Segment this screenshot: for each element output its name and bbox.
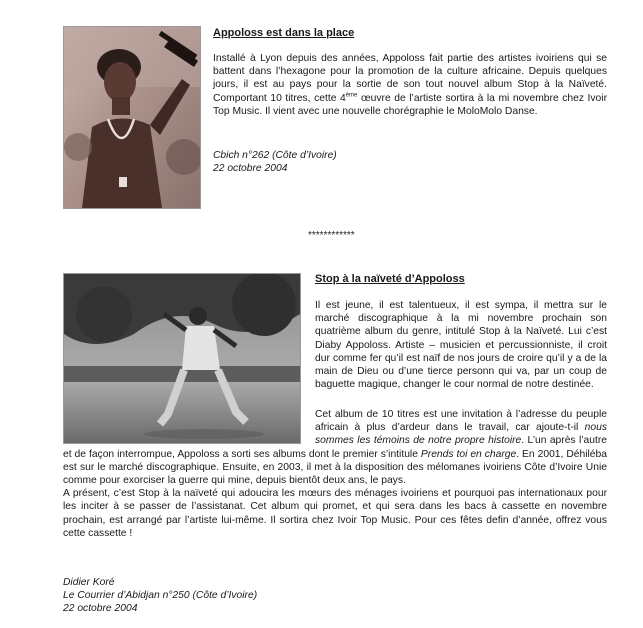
article1-source: Cbich n°262 (Côte d’Ivoire) — [213, 150, 337, 161]
article2-date: 22 octobre 2004 — [63, 603, 138, 614]
article1-photo-image — [64, 27, 200, 208]
article1-title: Appoloss est dans la place — [213, 27, 355, 39]
article2-title: Stop à la naïveté d’Appoloss — [315, 273, 465, 285]
article2-paragraph-2-wrap — [63, 408, 607, 540]
article1-body: Installé à Lyon depuis des années, Appoloss fait partie des artistes ivoiriens qui se battent dans l’hexagone pour la promotion de la culture africaine. Depuis quelques jours, il est au pays pour la sortie de son tout nouvel album Stop à la Naïveté. Comportant 10 titres, cette 4ème œuvre de l’artiste sortira à la mi novembre chez Ivoir Top Music. Il vient avec une nouvelle chorégraphie le MoloMolo Danse. — [213, 53, 607, 117]
article2-paragraph-1: Il est jeune, il est talentueux, il est sympa, il mettra sur le marché discographique à la mi novembre prochain son quatrième album du genre, intitulé Stop à la Naïveté. Lui c’est Diaby Appoloss. Artiste – musicien et percussionniste, il croit dur comme fer qu’il est naïf de nos jours de croire qu’il y a de la main de Dieu ou d’une tierce personn qui va, par un coup de baguette magique, changer le cour normal de notre destinée. — [315, 300, 607, 391]
separator: ************ — [308, 230, 355, 241]
article2-source: Le Courrier d’Abidjan n°250 (Côte d’Ivoire) — [63, 590, 258, 601]
article2-author: Didier Koré — [63, 577, 115, 588]
photo-float-spacer — [63, 408, 315, 444]
article2-paragraph-3: A présent, c’est Stop à la naïveté qui adoucira les mœurs des ménages ivoiriens et pourquoi pas internationaux pour les inciter à se passer de l’assistanat. Cet album qui promet, et qui sera dans les bacs à cassette en novembre prochain, est arrangé par l’artiste lui-même. Il sortira chez Ivoir Top Music. Pour ces fêtes defin d’année, offrez vous cette cassette ! — [63, 488, 607, 539]
article1-date: 22 octobre 2004 — [213, 163, 288, 174]
article2-paragraph-2: Cet album de 10 titres est une invitation à l’adresse du peuple africain à plus d’ardeur dans le travail, car ajoute-t-il nous sommes les témoins de notre propre histoire. L’un après l’autre et de façon interrompue, Appoloss a sorti ses albums dont le premier s’intitule Prends toi en charge. En 2001, Déhiléba est sur le marché discographique. Ensuite, en 2003, il met à la disposition des mélomanes ivoiriens Côte d’Ivoire Unie comme pour exorciser la guerre qui mine, depuis bientôt deux ans, le pays. — [63, 409, 607, 487]
article1-photo — [63, 26, 201, 209]
